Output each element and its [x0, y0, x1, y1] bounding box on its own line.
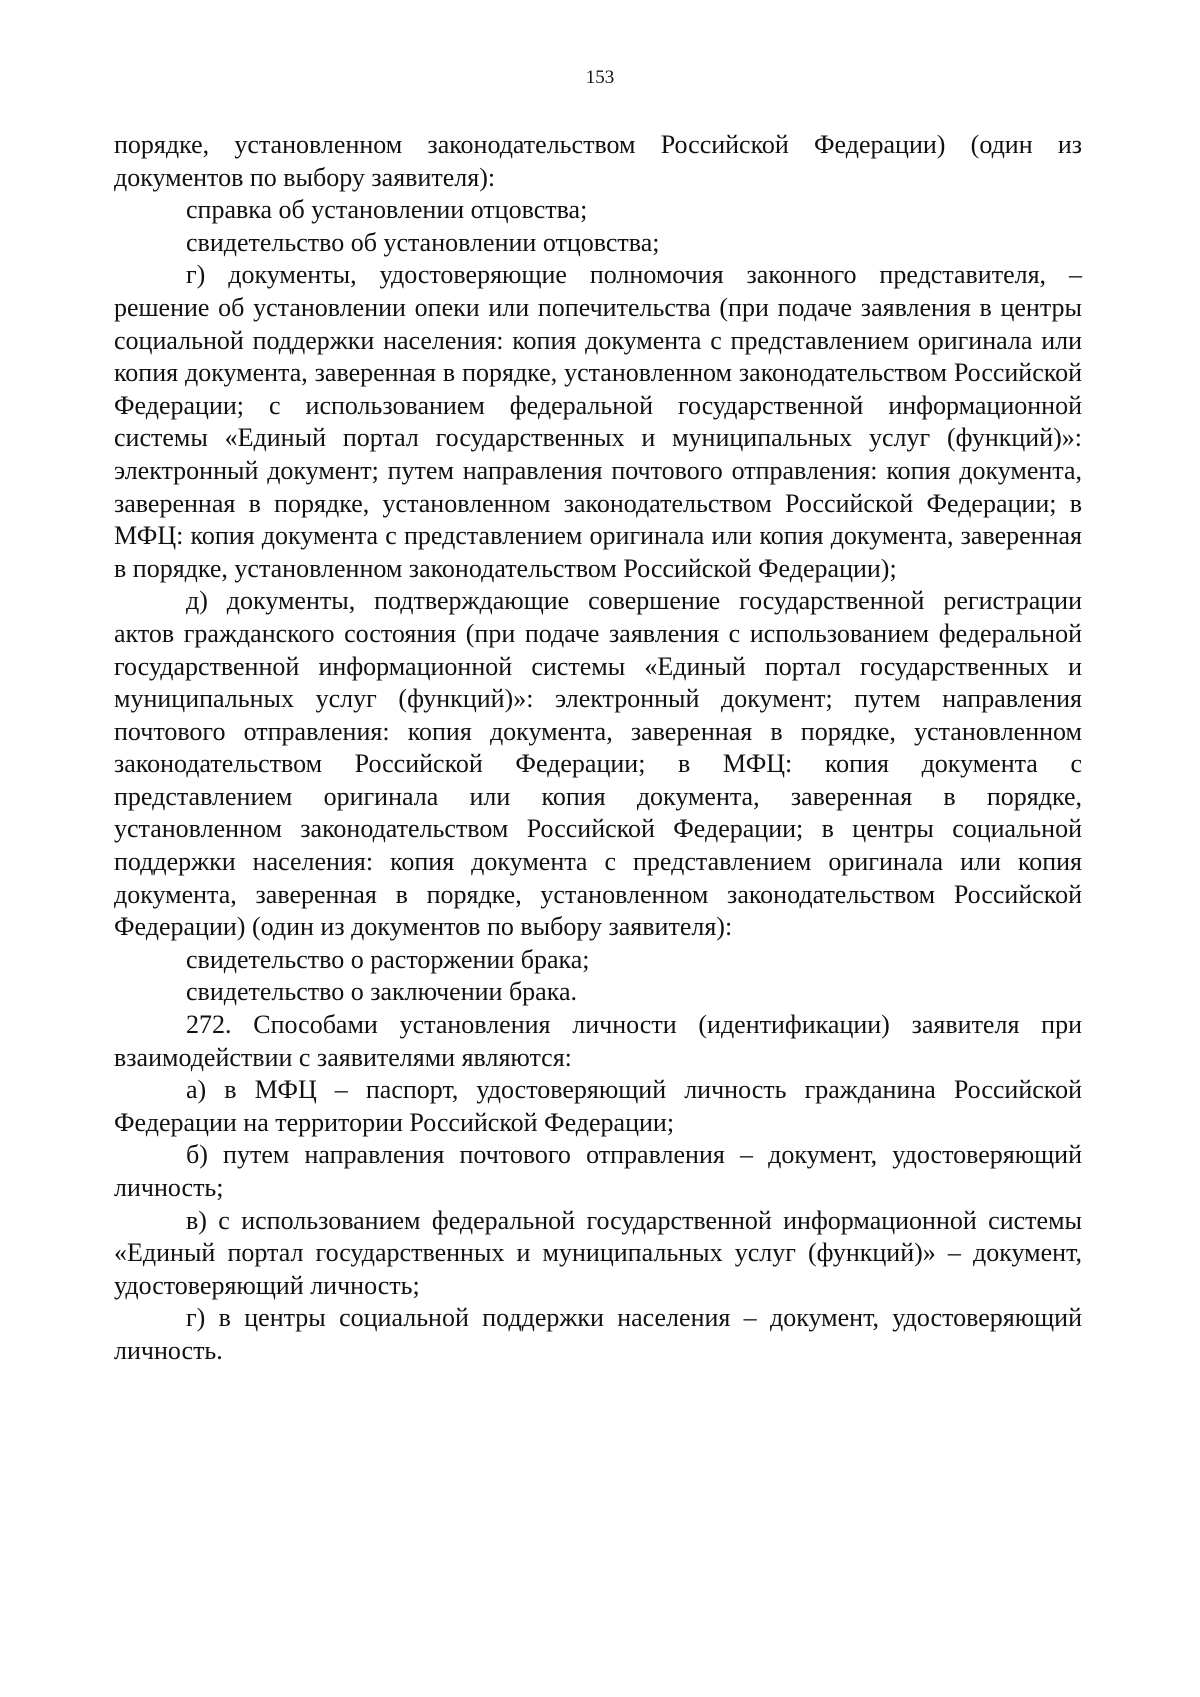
paragraph-divorce-certificate: свидетельство о расторжении брака; [186, 944, 590, 974]
paragraph-item-b-postal: б) путем направления почтового отправления – документ, удостоверяющий личность; [114, 1140, 1082, 1202]
paragraph-continuation: порядке, установленном законодательством Российской Федерации) (один из документов по выбору заявителя): [114, 130, 1082, 192]
paragraph-paternity-certificate-note: справка об установлении отцовства; [186, 195, 588, 225]
paragraph-paternity-certificate: свидетельство об установлении отцовства; [186, 227, 660, 257]
paragraph-item-g-social-centers: г) в центры социальной поддержки населения – документ, удостоверяющий личность. [114, 1303, 1082, 1365]
page-number: 153 [585, 67, 615, 88]
paragraph-272-identification: 272. Способами установления личности (идентификации) заявителя при взаимодействии с заявителями являются: [114, 1010, 1082, 1072]
paragraph-item-v-portal: в) с использованием федеральной государственной информационной системы «Единый портал государственных и муниципальных услуг (функций)» – документ, удостоверяющий личность; [114, 1205, 1082, 1300]
paragraph-item-g-legal-representative: г) документы, удостоверяющие полномочия законного представителя, – решение об установлении опеки или попечительства (при подаче заявления в центры социальной поддержки населения: копия документа с представлением оригинала или копия документа, заверенная в порядке, установленном законодательством Российской Федерации; с использованием федеральной государственной информационной системы «Единый портал государственных и муниципальных услуг (функций)»: электронный документ; путем направления почтового отправления: копия документа, заверенная в порядке, установленном законодательством Российской Федерации; в МФЦ: копия документа с представлением оригинала или копия документа, заверенная в порядке, установленном законодательством Российской Федерации); [114, 260, 1082, 583]
paragraph-item-d-civil-status: д) документы, подтверждающие совершение государственной регистрации актов гражданского состояния (при подаче заявления с использованием федеральной государственной информационной системы «Единый портал государственных и муниципальных услуг (функций)»: электронный документ; путем направления почтового отправления: копия документа, заверенная в порядке, установленном законодательством Российской Федерации; в МФЦ: копия документа с представлением оригинала или копия документа, заверенная в порядке, установленном законодательством Российской Федерации; в центры социальной поддержки населения: копия документа с представлением оригинала или копия документа, заверенная в порядке, установленном законодательством Российской Федерации) (один из документов по выбору заявителя): [114, 586, 1082, 942]
document-body [114, 129, 1082, 1368]
paragraph-marriage-certificate: свидетельство о заключении брака. [186, 977, 577, 1007]
paragraph-item-a-mfc: а) в МФЦ – паспорт, удостоверяющий личность гражданина Российской Федерации на территории Российской Федерации; [114, 1075, 1082, 1137]
